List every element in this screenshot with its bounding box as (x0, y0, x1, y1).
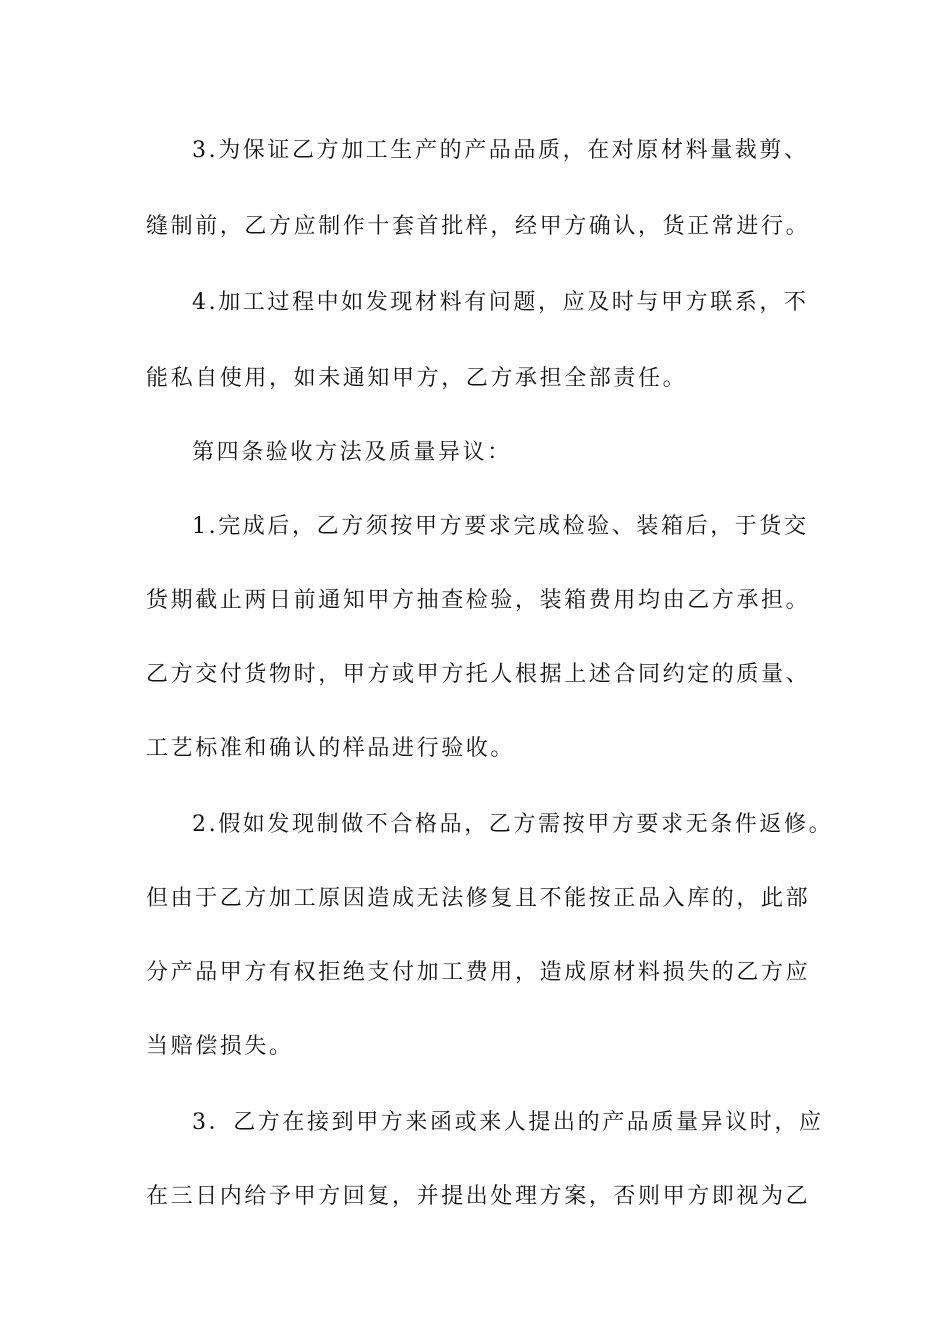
section-heading-article-4: 第四条验收方法及质量异议： (192, 440, 512, 465)
paragraph-4-line-2: 能私自使用，如未通知甲方，乙方承担全部责任。 (146, 366, 688, 391)
clause-2-line-2: 但由于乙方加工原因造成无法修复且不能按正品入库的，此部 (146, 886, 811, 911)
clause-1-line-3: 乙方交付货物时，甲方或甲方托人根据上述合同约定的质量、 (146, 662, 811, 687)
clause-2-line-3: 分产品甲方有权拒绝支付加工费用，造成原材料损失的乙方应 (146, 960, 811, 985)
clause-1-line-1: 1.完成后，乙方须按甲方要求完成检验、装箱后，于货交 (192, 514, 809, 539)
clause-2-line-1: 2.假如发现制做不合格品，乙方需按甲方要求无条件返修。 (192, 812, 834, 837)
clause-3-line-2: 在三日内给予甲方回复，并提出处理方案，否则甲方即视为乙 (146, 1184, 811, 1209)
clause-1-line-4: 工艺标准和确认的样品进行验收。 (146, 736, 516, 761)
paragraph-3-line-1: 3.为保证乙方加工生产的产品品质，在对原材料量裁剪、 (192, 138, 809, 163)
clause-1-line-2: 货期截止两日前通知甲方抽查检验，装箱费用均由乙方承担。 (146, 588, 811, 613)
clause-2-line-4: 当赔偿损失。 (146, 1034, 294, 1059)
paragraph-3-line-2: 缝制前，乙方应制作十套首批样，经甲方确认，货正常进行。 (146, 214, 811, 239)
paragraph-4-line-1: 4.加工过程中如发现材料有问题，应及时与甲方联系，不 (192, 290, 809, 315)
clause-3-line-1: 3．乙方在接到甲方来函或来人提出的产品质量异议时，应 (192, 1110, 824, 1135)
